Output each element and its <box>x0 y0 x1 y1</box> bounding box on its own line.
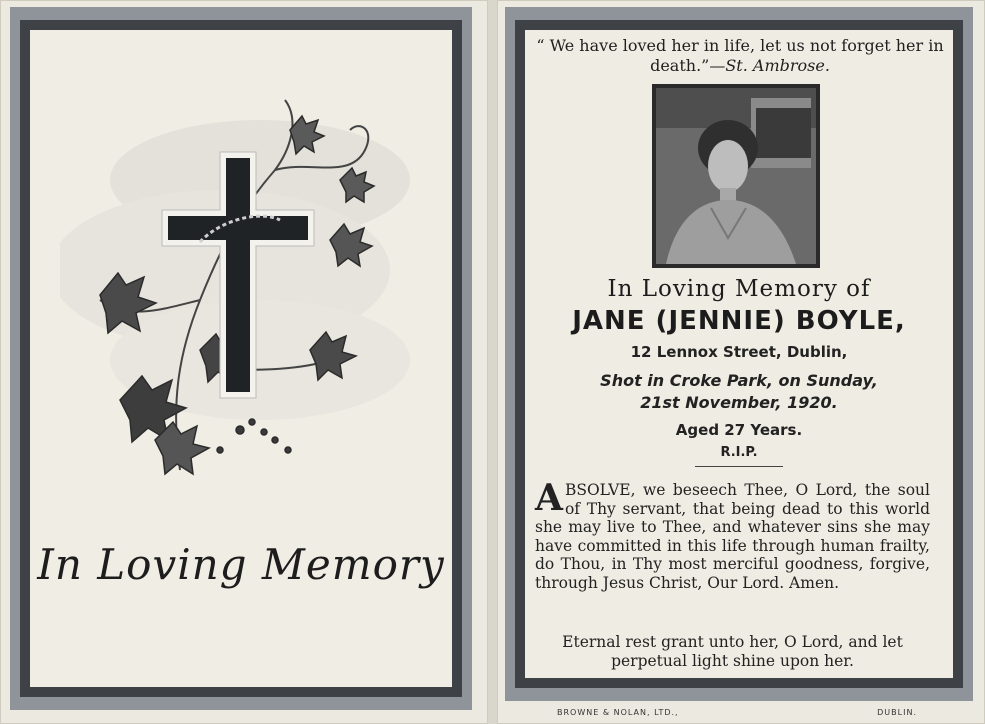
eternal-rest-prayer: Eternal rest grant unto her, O Lord, and let perpetual light shine upon her. <box>562 633 903 670</box>
printer-city: DUBLIN. <box>877 708 917 717</box>
age-at-death: Aged 27 Years. <box>675 421 803 439</box>
memorial-card-front <box>0 0 488 724</box>
deceased-name: JANE (JENNIE) BOYLE, <box>572 306 906 336</box>
quote-attribution: —St. Ambrose. <box>709 56 830 75</box>
deceased-address: 12 Lennox Street, Dublin, <box>630 343 848 361</box>
in-loving-memory-of: In Loving Memory of <box>607 276 871 302</box>
death-circumstance-line1: Shot in Croke Park, on Sunday, <box>600 371 878 390</box>
death-circumstance <box>525 370 953 414</box>
memorial-card-back <box>497 0 985 724</box>
in-loving-memory-title: In Loving Memory <box>37 540 445 589</box>
absolve-prayer <box>535 477 930 593</box>
rip-text: R.I.P. <box>720 445 758 460</box>
printer-name: BROWNE & NOLAN, LTD., <box>557 708 679 717</box>
death-date: 21st November, 1920. <box>640 393 838 412</box>
divider-rule <box>695 466 783 467</box>
portrait-image <box>656 88 816 264</box>
printer-imprint <box>557 708 917 717</box>
quote-text: “ We have loved her in life, let us not forget her in death.” <box>536 36 944 75</box>
prayer-dropcap: A <box>535 477 563 519</box>
cross-ivy-illustration <box>60 70 420 510</box>
prayer-text: BSOLVE, we beseech Thee, O Lord, the soul of Thy servant, that being dead to this world she may live to Thee, and whatever sins she may have committed in this life through human frailty, do Thou, in Thy most merciful goodness, forgive, through Jesus Christ, Our Lord. Amen. <box>535 481 930 592</box>
portrait-photo <box>656 88 816 264</box>
portrait-photo-frame <box>652 84 820 268</box>
st-ambrose-quote <box>535 36 945 76</box>
